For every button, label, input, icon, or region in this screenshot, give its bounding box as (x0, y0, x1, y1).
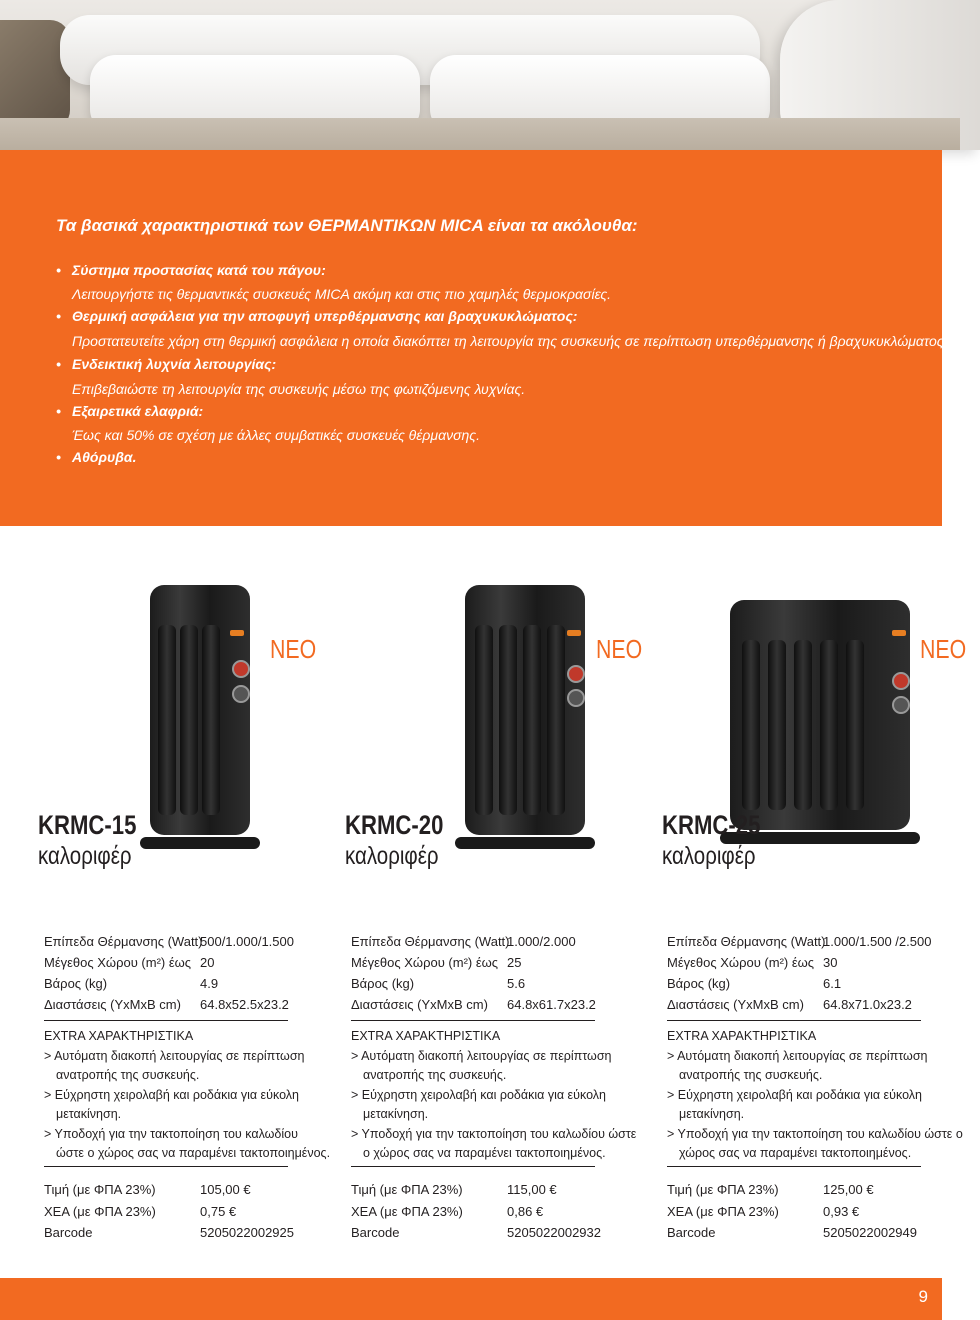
spec-row: Διαστάσεις (ΥxMxB cm) 64.8x52.5x23.2 (44, 997, 289, 1012)
spec-row: Διαστάσεις (ΥxMxB cm) 64.8x61.7x23.2 (351, 997, 596, 1012)
divider (44, 1020, 288, 1021)
price-row: Τιμή (με ΦΠΑ 23%) 115,00 € (351, 1182, 557, 1197)
feature-heading: • Θερμική ασφάλεια για την αποφυγή υπερθέρμανσης και βραχυκυκλώματος: (56, 308, 578, 324)
divider (667, 1166, 921, 1167)
feature-text: Προστατευτείτε χάρη στη θερμική ασφάλεια η οποία διακόπτει τη λειτουργία της συσκευής σε περίπτωση υπερθέρμανσης ή βραχυκυκλώματος. (72, 333, 948, 349)
price-table (667, 1182, 927, 1247)
spec-row: Επίπεδα Θέρμανσης (Watt) 1.000/1.500 /2.500 (667, 934, 932, 949)
model-name: KRMC-20 (345, 810, 444, 840)
price-row: ΧΕΑ (με ΦΠΑ 23%) 0,86 € (351, 1203, 544, 1219)
spec-table (44, 934, 294, 1018)
spec-table (667, 934, 932, 1018)
feature-text: Επιβεβαιώστε τη λειτουργία της συσκευής μέσω της φωτιζόμενης λυχνίας. (72, 381, 526, 397)
spec-row: Μέγεθος Χώρου (m²) έως 30 (667, 955, 838, 970)
extra-features: EXTRA ΧΑΡΑΚΤΗΡΙΣΤΙΚΑ > Αυτόματη διακοπή λειτουργίας σε περίπτωση ανατροπής της συσκευής. > Εύχρηστη χειρολαβή και ροδάκια για εύκολη μετακίνηση. > Υποδοχή για την τακτοποίηση του καλωδίου ώστε ο χώρος σας να παραμένει τακτοποιημένος. (351, 1029, 637, 1160)
heater-image-krmc-15 (140, 585, 260, 885)
feature-heading: • Σύστημα προστασίας κατά του πάγου: (56, 262, 326, 278)
price-row: ΧΕΑ (με ΦΠΑ 23%) 0,75 € (44, 1203, 237, 1219)
model-name: KRMC-25 (662, 810, 761, 840)
feature-text: Λειτουργήστε τις θερμαντικές συσκευές MICA ακόμη και στις πιο χαμηλές θερμοκρασίες. (72, 286, 612, 302)
price-row: Τιμή (με ΦΠΑ 23%) 105,00 € (44, 1182, 251, 1197)
footer-bar (0, 1278, 942, 1320)
extra-features: EXTRA ΧΑΡΑΚΤΗΡΙΣΤΙΚΑ > Αυτόματη διακοπή λειτουργίας σε περίπτωση ανατροπής της συσκευής. > Εύχρηστη χειρολαβή και ροδάκια για εύκολη μετακίνηση. > Υποδοχή για την τακτοποίηση του καλωδίου ώστε ο χώρος σας να παραμένει τακτοποιημένος. (667, 1029, 963, 1160)
divider (667, 1020, 921, 1021)
heater-image-krmc-20 (455, 585, 595, 885)
spec-row: Μέγεθος Χώρου (m²) έως 20 (44, 955, 215, 970)
feature-heading: • Εξαιρετικά ελαφριά: (56, 403, 204, 419)
price-table (44, 1182, 294, 1247)
feature-heading: • Αθόρυβα. (56, 449, 137, 465)
price-row: Barcode 5205022002949 (667, 1225, 917, 1240)
price-row: Barcode 5205022002925 (44, 1225, 294, 1240)
spec-table (351, 934, 601, 1018)
divider (351, 1020, 595, 1021)
spec-row: Βάρος (kg) 5.6 (351, 976, 526, 991)
features-panel (0, 150, 948, 526)
new-badge: ΝΕΟ (920, 634, 967, 664)
spec-row: Διαστάσεις (ΥxMxB cm) 64.8x71.0x23.2 (667, 997, 912, 1012)
price-row: ΧΕΑ (με ΦΠΑ 23%) 0,93 € (667, 1203, 860, 1219)
feature-text: Έως και 50% σε σχέση με άλλες συμβατικές συσκευές θέρμανσης. (72, 427, 480, 443)
price-table (351, 1182, 601, 1247)
model-name: KRMC-15 (38, 810, 137, 840)
product-kind: καλοριφέρ (345, 842, 439, 870)
price-row: Τιμή (με ΦΠΑ 23%) 125,00 € (667, 1182, 874, 1197)
spec-row: Επίπεδα Θέρμανσης (Watt) 1.000/2.000 (351, 934, 576, 949)
spec-row: Βάρος (kg) 6.1 (667, 976, 842, 991)
sofa-photo (0, 0, 960, 150)
new-badge: ΝΕΟ (270, 634, 317, 664)
divider (351, 1166, 595, 1167)
product-kind: καλοριφέρ (38, 842, 132, 870)
extra-features: EXTRA ΧΑΡΑΚΤΗΡΙΣΤΙΚΑ > Αυτόματη διακοπή λειτουργίας σε περίπτωση ανατροπής της συσκευής. > Εύχρηστη χειρολαβή και ροδάκια για εύκολη μετακίνηση. > Υποδοχή για την τακτοποίηση του καλωδίου ώστε ο χώρος σας να παραμένει τακτοποιημένος. (44, 1029, 331, 1160)
spec-row: Μέγεθος Χώρου (m²) έως 25 (351, 955, 522, 970)
new-badge: ΝΕΟ (596, 634, 643, 664)
divider (44, 1166, 288, 1167)
spec-row: Επίπεδα Θέρμανσης (Watt) 500/1.000/1.500 (44, 934, 294, 949)
spec-row: Βάρος (kg) 4.9 (44, 976, 219, 991)
page-number: 9 (918, 1287, 928, 1306)
price-row: Barcode 5205022002932 (351, 1225, 601, 1240)
features-title: Τα βασικά χαρακτηριστικά των ΘΕΡΜΑΝΤΙΚΩΝ MICA είναι τα ακόλουθα: (56, 216, 638, 235)
feature-heading: • Ενδεικτική λυχνία λειτουργίας: (56, 356, 277, 372)
product-kind: καλοριφέρ (662, 842, 756, 870)
